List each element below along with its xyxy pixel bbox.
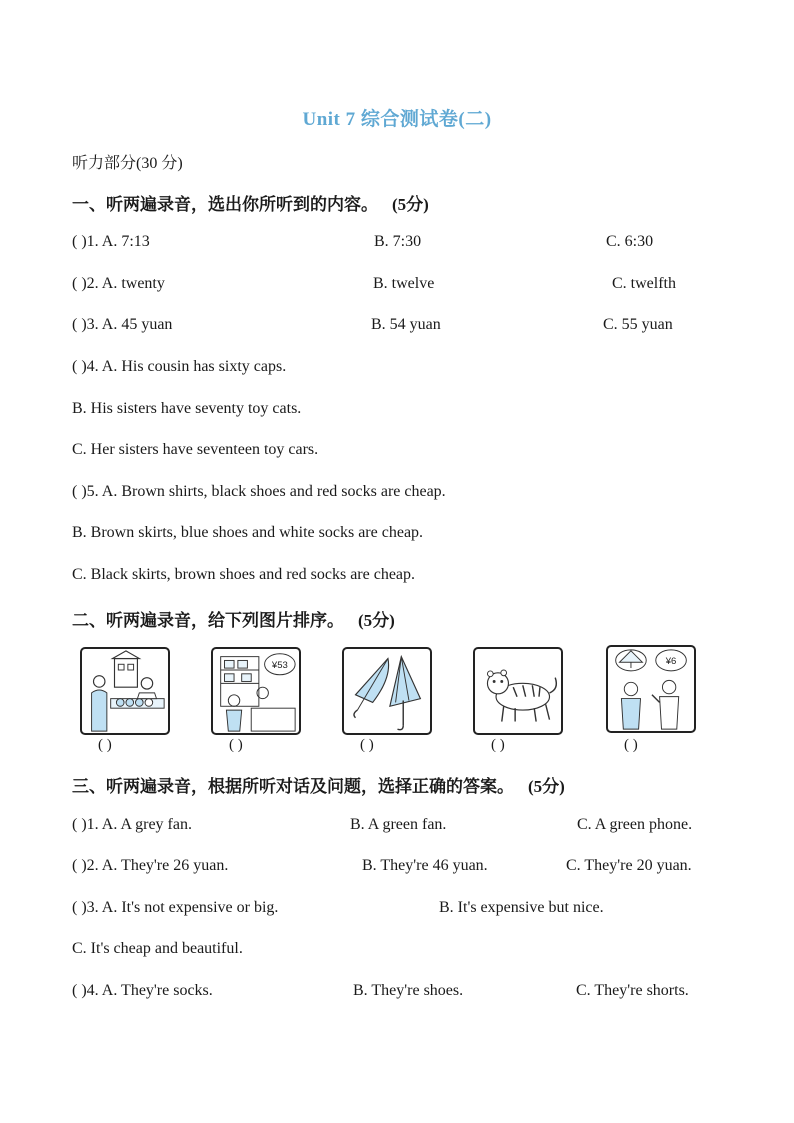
- s1-q5-option-a: ( )5. A. Brown shirts, black shoes and red socks are cheap.: [72, 483, 446, 500]
- section-3-title: 三、听两遍录音，根据所听对话及问题，选择正确的答案。: [72, 777, 514, 796]
- section-1-points: (5分): [392, 195, 429, 214]
- s1-q2-option-c: C. twelfth: [612, 275, 676, 292]
- picture-2-answer-blank[interactable]: ( ): [229, 737, 243, 753]
- s1-q3-option-c: C. 55 yuan: [603, 316, 673, 333]
- picture-5-answer-blank[interactable]: ( ): [624, 737, 638, 753]
- section-1-heading: [72, 190, 429, 215]
- picture-1-answer-blank[interactable]: ( ): [98, 737, 112, 753]
- picture-fan-price: [606, 645, 696, 733]
- section-2-points: (5分): [358, 611, 395, 630]
- picture-4-answer-blank[interactable]: ( ): [491, 737, 505, 753]
- fan-price-illustration: [608, 647, 694, 731]
- picture-tiger: [473, 647, 563, 735]
- s3-q1-option-b: B. A green fan.: [350, 816, 447, 833]
- picture-shopping-stall: [80, 647, 170, 735]
- umbrella-icon: [344, 649, 430, 733]
- page-title: Unit 7 综合测试卷(二): [302, 109, 492, 130]
- section-3-heading: [72, 772, 565, 797]
- s1-q4-option-c: C. Her sisters have seventeen toy cars.: [72, 441, 319, 458]
- s1-q2-option-a: ( )2. A. twenty: [72, 275, 165, 292]
- s1-q1-option-b: B. 7:30: [374, 233, 422, 250]
- listening-header: 听力部分(30 分): [72, 155, 183, 172]
- s1-q4-option-a: ( )4. A. His cousin has sixty caps.: [72, 358, 287, 375]
- s3-q4-option-b: B. They're shoes.: [353, 982, 464, 999]
- section-2-title: 二、听两遍录音，给下列图片排序。: [72, 611, 344, 630]
- shopping-stall-illustration: [82, 649, 168, 733]
- s1-q1-option-c: C. 6:30: [606, 233, 654, 250]
- s3-q4-option-c: C. They're shorts.: [576, 982, 689, 999]
- fan-price-tag: ¥6: [665, 656, 677, 668]
- s3-q3-option-c: C. It's cheap and beautiful.: [72, 940, 243, 957]
- section-1-title: 一、听两遍录音，选出你所听到的内容。: [72, 195, 378, 214]
- s1-q1-option-a: ( )1. A. 7:13: [72, 233, 150, 250]
- s3-q3-option-a: ( )3. A. It's not expensive or big.: [72, 899, 279, 916]
- s3-q1-option-a: ( )1. A. A grey fan.: [72, 816, 192, 833]
- picture-3-answer-blank[interactable]: ( ): [360, 737, 374, 753]
- picture-umbrellas: [342, 647, 432, 735]
- s3-q2-option-a: ( )2. A. They're 26 yuan.: [72, 857, 229, 874]
- shoe-shop-illustration: [213, 649, 299, 733]
- tiger-icon: [475, 649, 561, 733]
- picture-shoe-shop: [211, 647, 301, 735]
- shoe-shop-price-tag: ¥53: [271, 660, 288, 672]
- s3-q2-option-b: B. They're 46 yuan.: [362, 857, 488, 874]
- picture-row: [0, 645, 794, 757]
- section-3-points: (5分): [528, 777, 565, 796]
- s1-q5-option-b: B. Brown skirts, blue shoes and white socks are cheap.: [72, 524, 424, 541]
- s3-q1-option-c: C. A green phone.: [577, 816, 693, 833]
- s3-q4-option-a: ( )4. A. They're socks.: [72, 982, 213, 999]
- section-2-heading: [72, 606, 395, 631]
- s3-q3-option-b: B. It's expensive but nice.: [439, 899, 604, 916]
- s1-q3-option-b: B. 54 yuan: [371, 316, 441, 333]
- s1-q4-option-b: B. His sisters have seventy toy cats.: [72, 400, 302, 417]
- s3-q2-option-c: C. They're 20 yuan.: [566, 857, 692, 874]
- s1-q3-option-a: ( )3. A. 45 yuan: [72, 316, 173, 333]
- s1-q2-option-b: B. twelve: [373, 275, 435, 292]
- s1-q5-option-c: C. Black skirts, brown shoes and red socks are cheap.: [72, 566, 416, 583]
